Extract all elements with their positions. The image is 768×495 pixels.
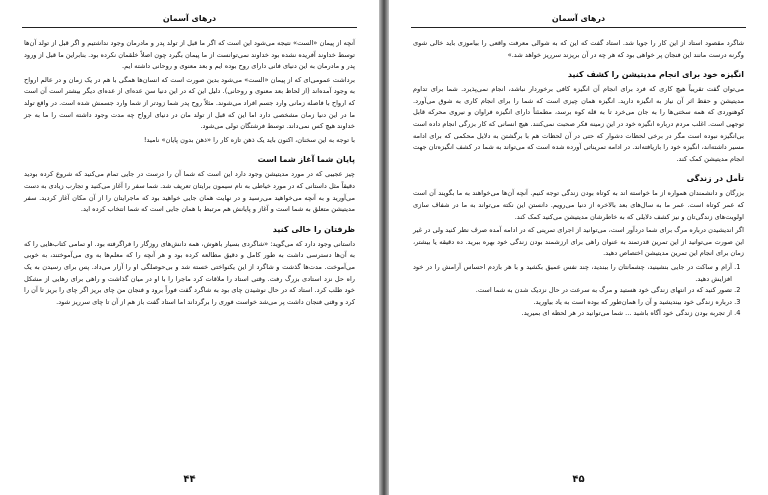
paragraph: چیز عجیبی که در مورد مدیتیشن وجود دارد این است که شما آن را درست در جایی تمام می‌کنید که شروع کرده بودید دقیقاً مثل داستانی که در مورد خیاطی به نام سیمون برایتان تعریف شد. شما سفر را آغاز می‌کنید و تجارب زیادی به دست می‌آورید و به آنچه می‌خواهید می‌رسید و در نهایت همان جایی خواهید بود که ماجرایتان را از آن مکان آغاز کردید. سفر مدیتیشن متعلق به شما است و آغاز و پایانش هم مرتبط با همان جایی است که شما انتخاب کرده اید.	[24, 170, 355, 214]
paragraph: آنچه از پیمان «الست» نتیجه می‌شود این است که اگر ما قبل از تولد پدر و مادرمان وجود نداشتیم و اگر قبل از تولد آن‌ها توسط خداوند آفریده نشده بود خداوند نمی‌توانست از ما پیمان بگیرد چون اصلاً خلقمان نکرده بود. بنابراین ما قبل از ورود پدر و مادرمان به این دنیای فانی دارای روح بوده ایم و بعد معنوی و روحانی داشته ایم.	[24, 39, 355, 71]
list-item: 1. آرام و ساکت در جایی بنشینید، چشمانتان را ببندید، چند نفس عمیق بکشید و با هر بازدم احساس آرامش را در خود افزایش دهید.	[413, 262, 732, 285]
page-header: درهای آسمان	[551, 14, 606, 23]
section-heading: ظرفتان را خالی کنید	[272, 224, 355, 234]
book-gutter	[379, 0, 389, 495]
paragraph: داستانی وجود دارد که می‌گوید: «شاگردی بسیار باهوش، همه دانش‌های روزگار را فراگرفته بود. او تمامی کتاب‌هایی را که به آن‌ها دسترسی داشت به طور کامل و دقیق مطالعه کرده بود و هر آنچه را که معلم‌ها به وی می‌آموختند، به خوبی می‌آموخت. مدت‌ها گذشت و شاگرد از این یکنواختی خسته شد و بی‌حوصلگی او را آزار می‌داد. پس برای رسیدن به یک راه حل نزد استادی بزرگ رفت. وقتی استاد را ملاقات کرد ماجرا را با او در میان گذاشت و راهی برای رهایی از مشکل خود طلب کرد. استاد که در حال نوشیدن چای بود به شاگرد گفت فوراً برود و فنجان من چای بریز اگر چای را بریز تا آن را کرد و وقتی فنجان داشت پر می‌شد خواست فوری را برگرداند اما استاد گفت باز هم از آن تا چای سرریز شود.	[24, 239, 355, 306]
paragraph: اگر اندیشیدن درباره مرگ برای شما دردآور است، می‌توانید از اجرای تمرینی که در ادامه آمده صرف نظر کنید ولی در غیر این صورت می‌توانید از این تمرین قدرتمند به عنوان راهی برای ارزشمند بودن زندگی خود بهره ببرید. ده دقیقه یا بیشتر، زمان برای انجام این تمرین مدیتیشن اختصاص دهید.	[413, 226, 744, 258]
paragraph: بزرگان و دانشمندان همواره از ما خواسته اند به کوتاه بودن زندگی توجه کنیم. آنچه آن‌ها می‌خواهند به ما بگویند آن است که عمر کوتاه است. عمر ما به سال‌های بعد بالاخره از دنیا می‌رویم. دانستن این نکته می‌تواند به ما در شفاف سازی اولویت‌های زندگی‌تان و نیز کشف دلایلی که به خاطرشان مدیتیشن می‌کنید کمک کند.	[413, 189, 744, 221]
list-item: 2. تصور کنید که در انتهای زندگی خود هستید و مرگ به سرعت در حال نزدیک شدن به شما است.	[413, 285, 732, 297]
list-item: 3. درباره زندگی خود بیندیشید و آن را همان‌طور که بوده است به یاد بیاورید.	[413, 297, 732, 309]
exercise-list	[413, 262, 744, 320]
page-number: ۴۴	[183, 474, 196, 485]
page-number: ۴۵	[572, 474, 585, 485]
left-page	[0, 0, 379, 495]
page-body	[413, 38, 744, 320]
section-heading: پایان شما آغاز شما است	[257, 155, 355, 165]
right-page	[389, 0, 768, 495]
header-divider	[411, 27, 746, 28]
page-body	[24, 38, 355, 310]
paragraph: می‌توان گفت تقریباً هیچ کاری که فرد برای انجام آن انگیزه کافی برخوردار نباشد، انجام نمی‌پذیرد. شما برای تداوم مدیتیشن و حفظ اثر آن نیاز به انگیزه دارید. انگیزه همان چیزی است که شما را برای انجام کاری به شوق می‌آورد. کوهنوردی که همه سختی‌ها را به جان می‌خرد تا به قله کوه برسد، مطمئناً دارای انگیزه فراوان و نیروی محرکه قابل توجهی است. اغلب مردم درباره انگیزه خود در این زمینه فکر صحبت نمی‌کنند. هیچ انسانی که کار بزرگی انجام داده است بی‌انگیزه نبوده است مگر در برخی لحظات دشوار که حتی در آن لحظات هم با برگشتن به دلایل محکمی که برای ادامه مسیر داشته‌اند، انگیزه خود را بازیافته‌اند. در ادامه تمریناتی آورده شده است که می‌تواند به شما در کشف انگیزه‌تان جهت انجام مدیتیشن کمک کند.	[413, 85, 744, 163]
page-header: درهای آسمان	[162, 14, 217, 23]
header-divider	[22, 27, 357, 28]
list-item: 4. از تجربه بودن زندگی خود آگاه باشید ... شما می‌توانید در هر لحظه ای بمیرید.	[413, 308, 732, 320]
paragraph: شاگرد مقصود استاد از این کار را جویا شد. استاد گفت که این که به شوالی معرفت واقعی را بیاموزی باید خالی شوی وگرنه درست مانند این فنجان پر خواهی بود که هر چه در آن بریزند سرریز خواهد شد.»	[413, 39, 744, 59]
section-heading: انگیزه خود برای انجام مدیتیشن را کشف کنید	[567, 70, 744, 80]
section-heading: تأمل در زندگی	[686, 174, 744, 184]
paragraph: برداشت عمومی‌ای که از پیمان «الست» می‌شود بدین صورت است که انسان‌ها همگی با هم در یک زمان و در عالم ارواح به وجود آمده‌اند (از لحاظ بعد معنوی و روحانی). دلیل این که در این دنیا سن عده‌ای از عده‌ای دیگر بیشتر است آن است که ارواح با فاصله زمانی وارد جسم افراد می‌شوند. مثلاً روح پدر شما زودتر از شما وارد جسمش شده است. در واقع تولد ما در این دنیا زمان مشخصی دارد اما این که قبل از تولد مان در دنیای ارواح چه مدت وجود داشته است را ما به جز خداوند هیچ کس نمی‌داند. توسط فرشتگان تولی می‌شود.	[24, 75, 355, 131]
paragraph: با توجه به این سخنان، اکنون باید یک ذهن تازه کار را «ذهن بدون پایان» نامید!	[143, 135, 355, 144]
